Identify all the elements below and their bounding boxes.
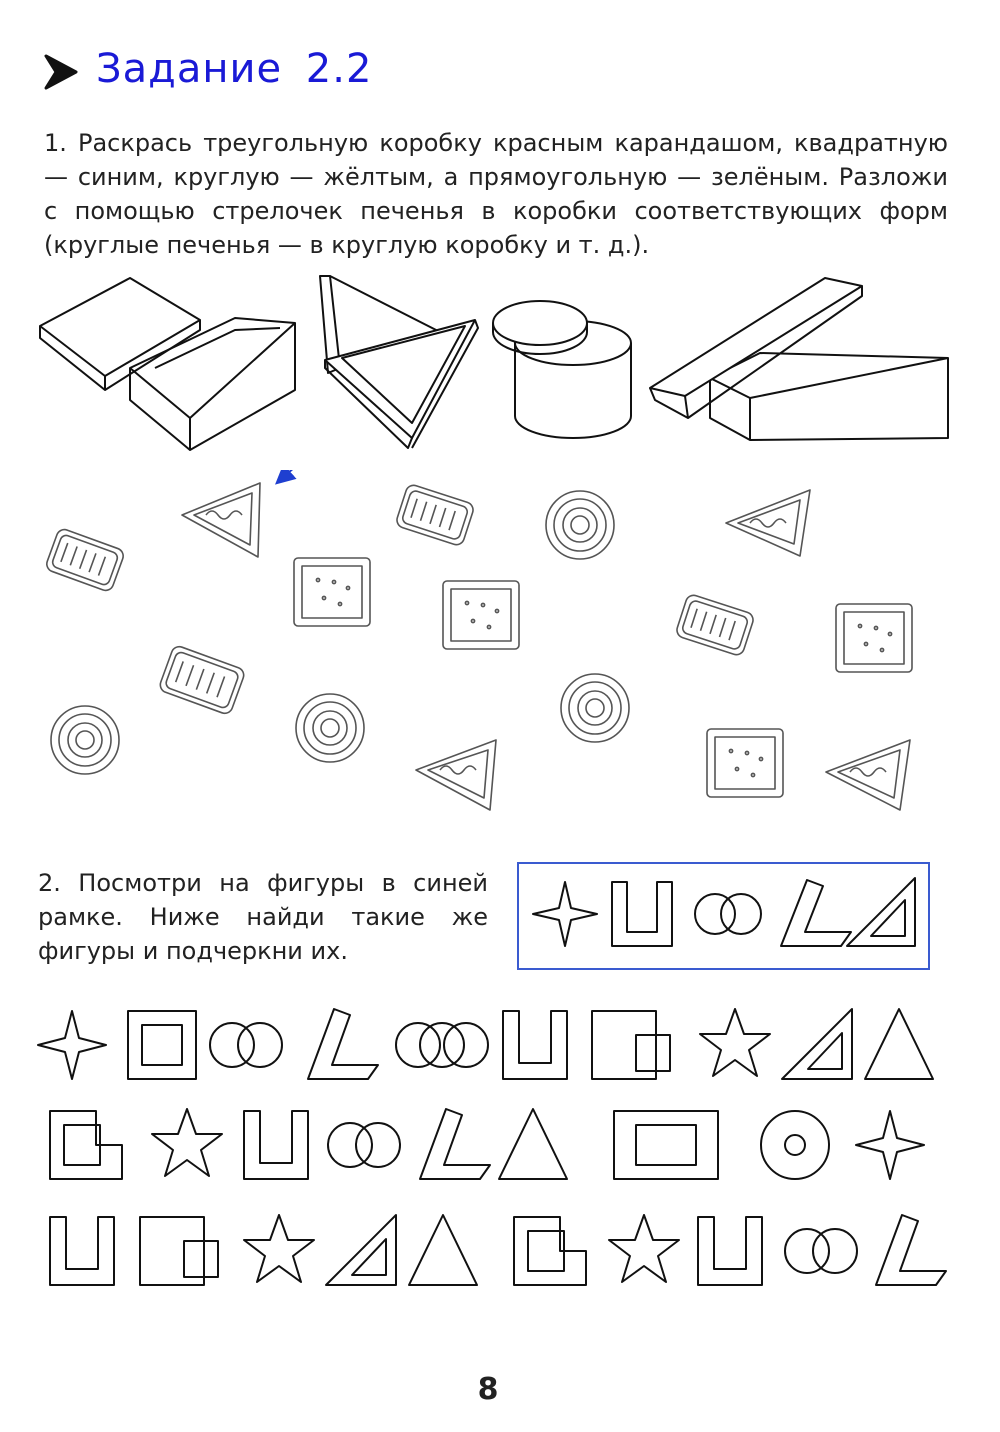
cookie-triangle — [182, 483, 260, 557]
figure-three-circles — [396, 1023, 488, 1067]
cookie-circle — [296, 694, 364, 762]
cookie-rectangle — [158, 644, 246, 715]
figure-two-circles — [695, 894, 761, 934]
figure-star — [700, 1009, 770, 1076]
figure-rectangle-in-rectangle — [614, 1111, 718, 1179]
task-2-instructions: 2. Посмотри на фигуры в синей рамке. Ниже найди такие же фигуры и подчеркни их. — [38, 869, 488, 965]
figure-hollow-triangle — [782, 1009, 852, 1079]
cookie-triangle — [826, 740, 910, 810]
boxes-illustration — [30, 268, 970, 468]
figure-ring — [761, 1111, 829, 1179]
task-1-instructions: 1. Раскрась треугольную коробку красным карандашом, квадратную — синим, круглую — жёлтым, а прямоугольную — зелёным. Разложи с помощью стрелочек печенья в коробки соответствующих форм (круглые печенья — в круглую коробку и т. д.). — [44, 129, 948, 259]
page-number: 8 — [477, 1372, 499, 1407]
triangle-box — [320, 276, 478, 448]
cookie-square — [443, 581, 519, 649]
figure-two-circles — [328, 1123, 400, 1167]
cookies-illustration — [30, 470, 970, 850]
figure-four-point-star — [856, 1111, 924, 1179]
figure-square-in-square — [128, 1011, 196, 1079]
chevron-right-icon — [40, 48, 82, 96]
rectangle-box — [650, 278, 948, 440]
figure-two-circles — [210, 1023, 282, 1067]
cookie-triangle — [416, 740, 496, 810]
cookie-square — [294, 558, 370, 626]
figure-l-shape — [876, 1215, 946, 1285]
cookie-rectangle — [675, 593, 755, 656]
figure-four-point-star — [38, 1011, 106, 1079]
square-box — [40, 278, 295, 450]
round-box — [493, 301, 631, 438]
cookie-circle — [51, 706, 119, 774]
cookie-square — [836, 604, 912, 672]
figure-rows — [30, 995, 970, 1305]
figure-overlapping-squares — [140, 1217, 218, 1285]
example-arrow — [278, 470, 350, 482]
figure-u-shape — [244, 1111, 308, 1179]
figure-row-1 — [38, 1009, 933, 1079]
figure-two-circles — [785, 1229, 857, 1273]
cookie-circle — [561, 674, 629, 742]
figure-hollow-triangle — [326, 1215, 396, 1285]
figure-star — [244, 1215, 314, 1282]
figure-star — [609, 1215, 679, 1282]
figure-stepped-square — [50, 1111, 122, 1179]
figure-l-shape — [420, 1109, 490, 1179]
page-title: Задание 2.2 — [96, 46, 373, 92]
figure-u-shape — [612, 882, 672, 946]
figure-triangle — [865, 1009, 933, 1079]
figure-u-shape — [698, 1217, 762, 1285]
figure-triangle — [409, 1215, 477, 1285]
cookie-square — [707, 729, 783, 797]
cookie-rectangle — [395, 483, 475, 546]
figure-l-shape — [308, 1009, 378, 1079]
figure-row-3 — [50, 1215, 946, 1285]
figure-row-2 — [50, 1109, 924, 1179]
figure-four-point-star — [533, 882, 597, 946]
cookie-rectangle — [45, 527, 126, 592]
frame-figures — [517, 862, 930, 970]
cookie-circle — [546, 491, 614, 559]
cookie-triangle — [726, 490, 810, 556]
figure-u-shape — [50, 1217, 114, 1285]
figure-star — [152, 1109, 222, 1176]
figure-u-shape — [503, 1011, 567, 1079]
figure-hollow-triangle — [847, 878, 915, 946]
figure-overlapping-squares — [592, 1011, 670, 1079]
figure-l-shape — [781, 880, 851, 946]
figure-triangle — [499, 1109, 567, 1179]
figure-stepped-square — [514, 1217, 586, 1285]
